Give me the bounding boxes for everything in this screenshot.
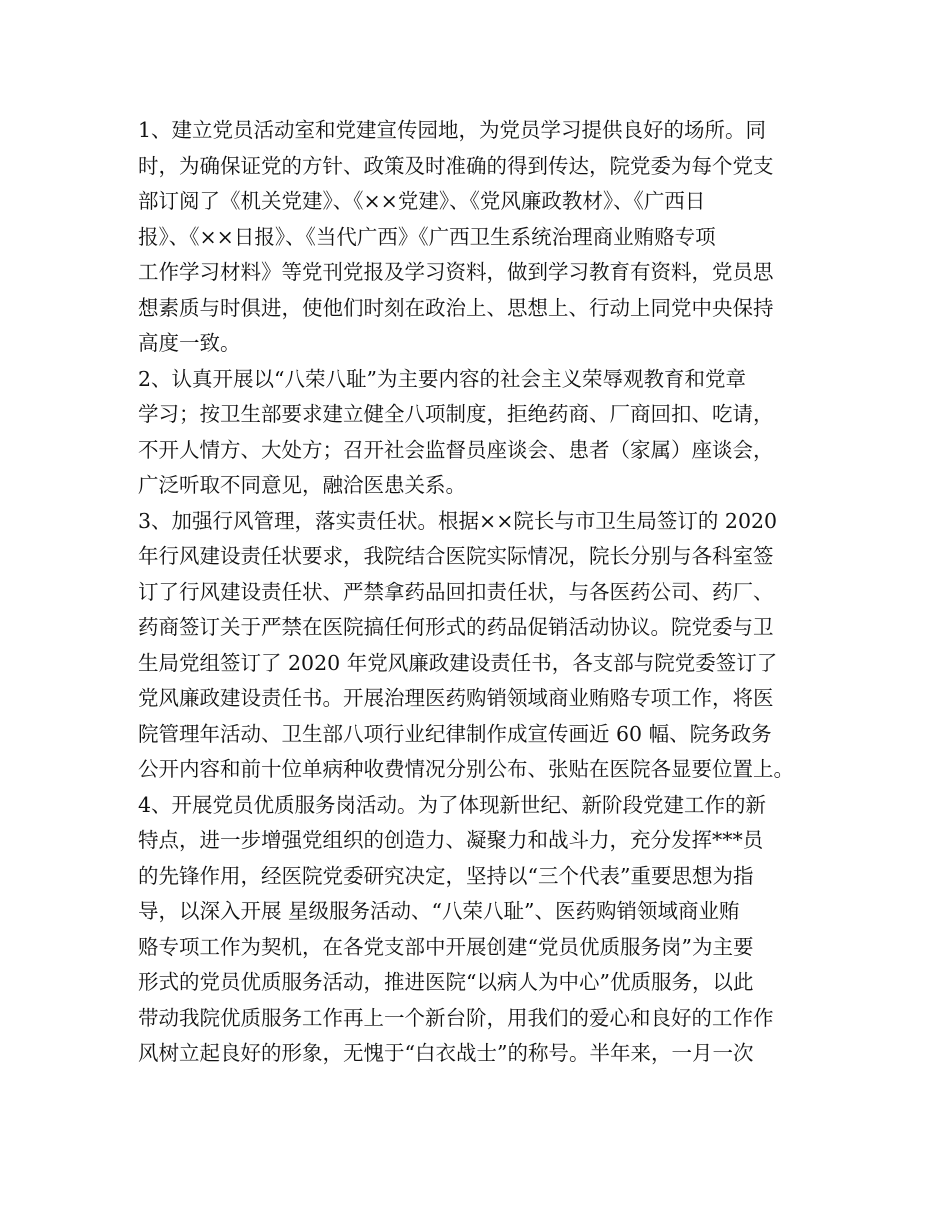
text-line: 工作学习材料》等党刊党报及学习资料，做到学习教育有资料，党员思 — [138, 260, 774, 284]
text-line: 带动我院优质服务工作再上一个新台阶，用我们的爱心和良好的工作作 — [138, 1005, 774, 1030]
text-line: 2、认真开展以“八荣八耻”为主要内容的社会主义荣辱观教育和党章 — [138, 366, 747, 391]
text-line: 学习；按卫生部要求建立健全八项制度，拒绝药商、厂商回扣、吃请， — [138, 402, 774, 426]
text-line: 时，为确保证党的方针、政策及时准确的得到传达，院党委为每个党支 — [138, 153, 774, 178]
text-line: 高度一致。 — [138, 331, 241, 355]
text-line: 不开人情方、大处方；召开社会监督员座谈会、患者（家属）座谈会， — [138, 437, 774, 462]
text-line: 订了行风建设责任状、严禁拿药品回扣责任状，与各医药公司、药厂、 — [138, 579, 774, 604]
text-line: 公开内容和前十位单病种收费情况分别公布、张贴在医院各显要位置上。 — [138, 757, 794, 781]
text-line: 形式的党员优质服务活动，推进医院“以病人为中心”优质服务，以此 — [138, 970, 754, 994]
text-line: 部订阅了《机关党建》、《××党建》、《党风廉政教材》、《广西日 — [138, 189, 706, 213]
text-line: 生局党组签订了 2020 年党风廉政建设责任书，各支部与院党委签订了 — [138, 650, 778, 675]
text-line: 想素质与时俱进，使他们时刻在政治上、思想上、行动上同党中央保持 — [138, 295, 774, 320]
text-line: 风树立起良好的形象，无愧于“白衣战士”的称号。半年来，一月一次 — [138, 1041, 754, 1065]
text-line: 年行风建设责任状要求，我院结合医院实际情况，院长分别与各科室签 — [138, 544, 774, 568]
document-body — [138, 113, 818, 1072]
text-line: 党风廉政建设责任书。开展治理医药购销领域商业贿赂专项工作，将医 — [138, 686, 774, 710]
text-line: 1、建立党员活动室和党建宣传园地，为党员学习提供良好的场所。同 — [138, 118, 767, 142]
text-line: 院管理年活动、卫生部八项行业纪律制作成宣传画近 60 幅、院务政务 — [138, 721, 772, 746]
text-line: 赂专项工作为契机，在各党支部中开展创建“党员优质服务岗”为主要 — [138, 934, 754, 959]
text-line: 的先锋作用，经医院党委研究决定，坚持以“三个代表”重要思想为指 — [138, 863, 754, 888]
text-line: 报》、《××日报》、《当代广西》《广西卫生系统治理商业贿赂专项 — [138, 224, 716, 249]
text-line: 4、开展党员优质服务岗活动。为了体现新世纪、新阶段党建工作的新 — [138, 792, 767, 817]
text-line: 特点，进一步增强党组织的创造力、凝聚力和战斗力，充分发挥***员 — [138, 828, 764, 852]
text-line: 3、加强行风管理，落实责任状。根据××院长与市卫生局签订的 2020 — [138, 508, 778, 533]
text-line: 广泛听取不同意见，融洽医患关系。 — [138, 473, 466, 497]
text-line: 药商签订关于严禁在医院搞任何形式的药品促销活动协议。院党委与卫 — [138, 615, 774, 639]
text-line: 导，以深入开展 星级服务活动、“八荣八耻”、医药购销领域商业贿 — [138, 899, 740, 923]
